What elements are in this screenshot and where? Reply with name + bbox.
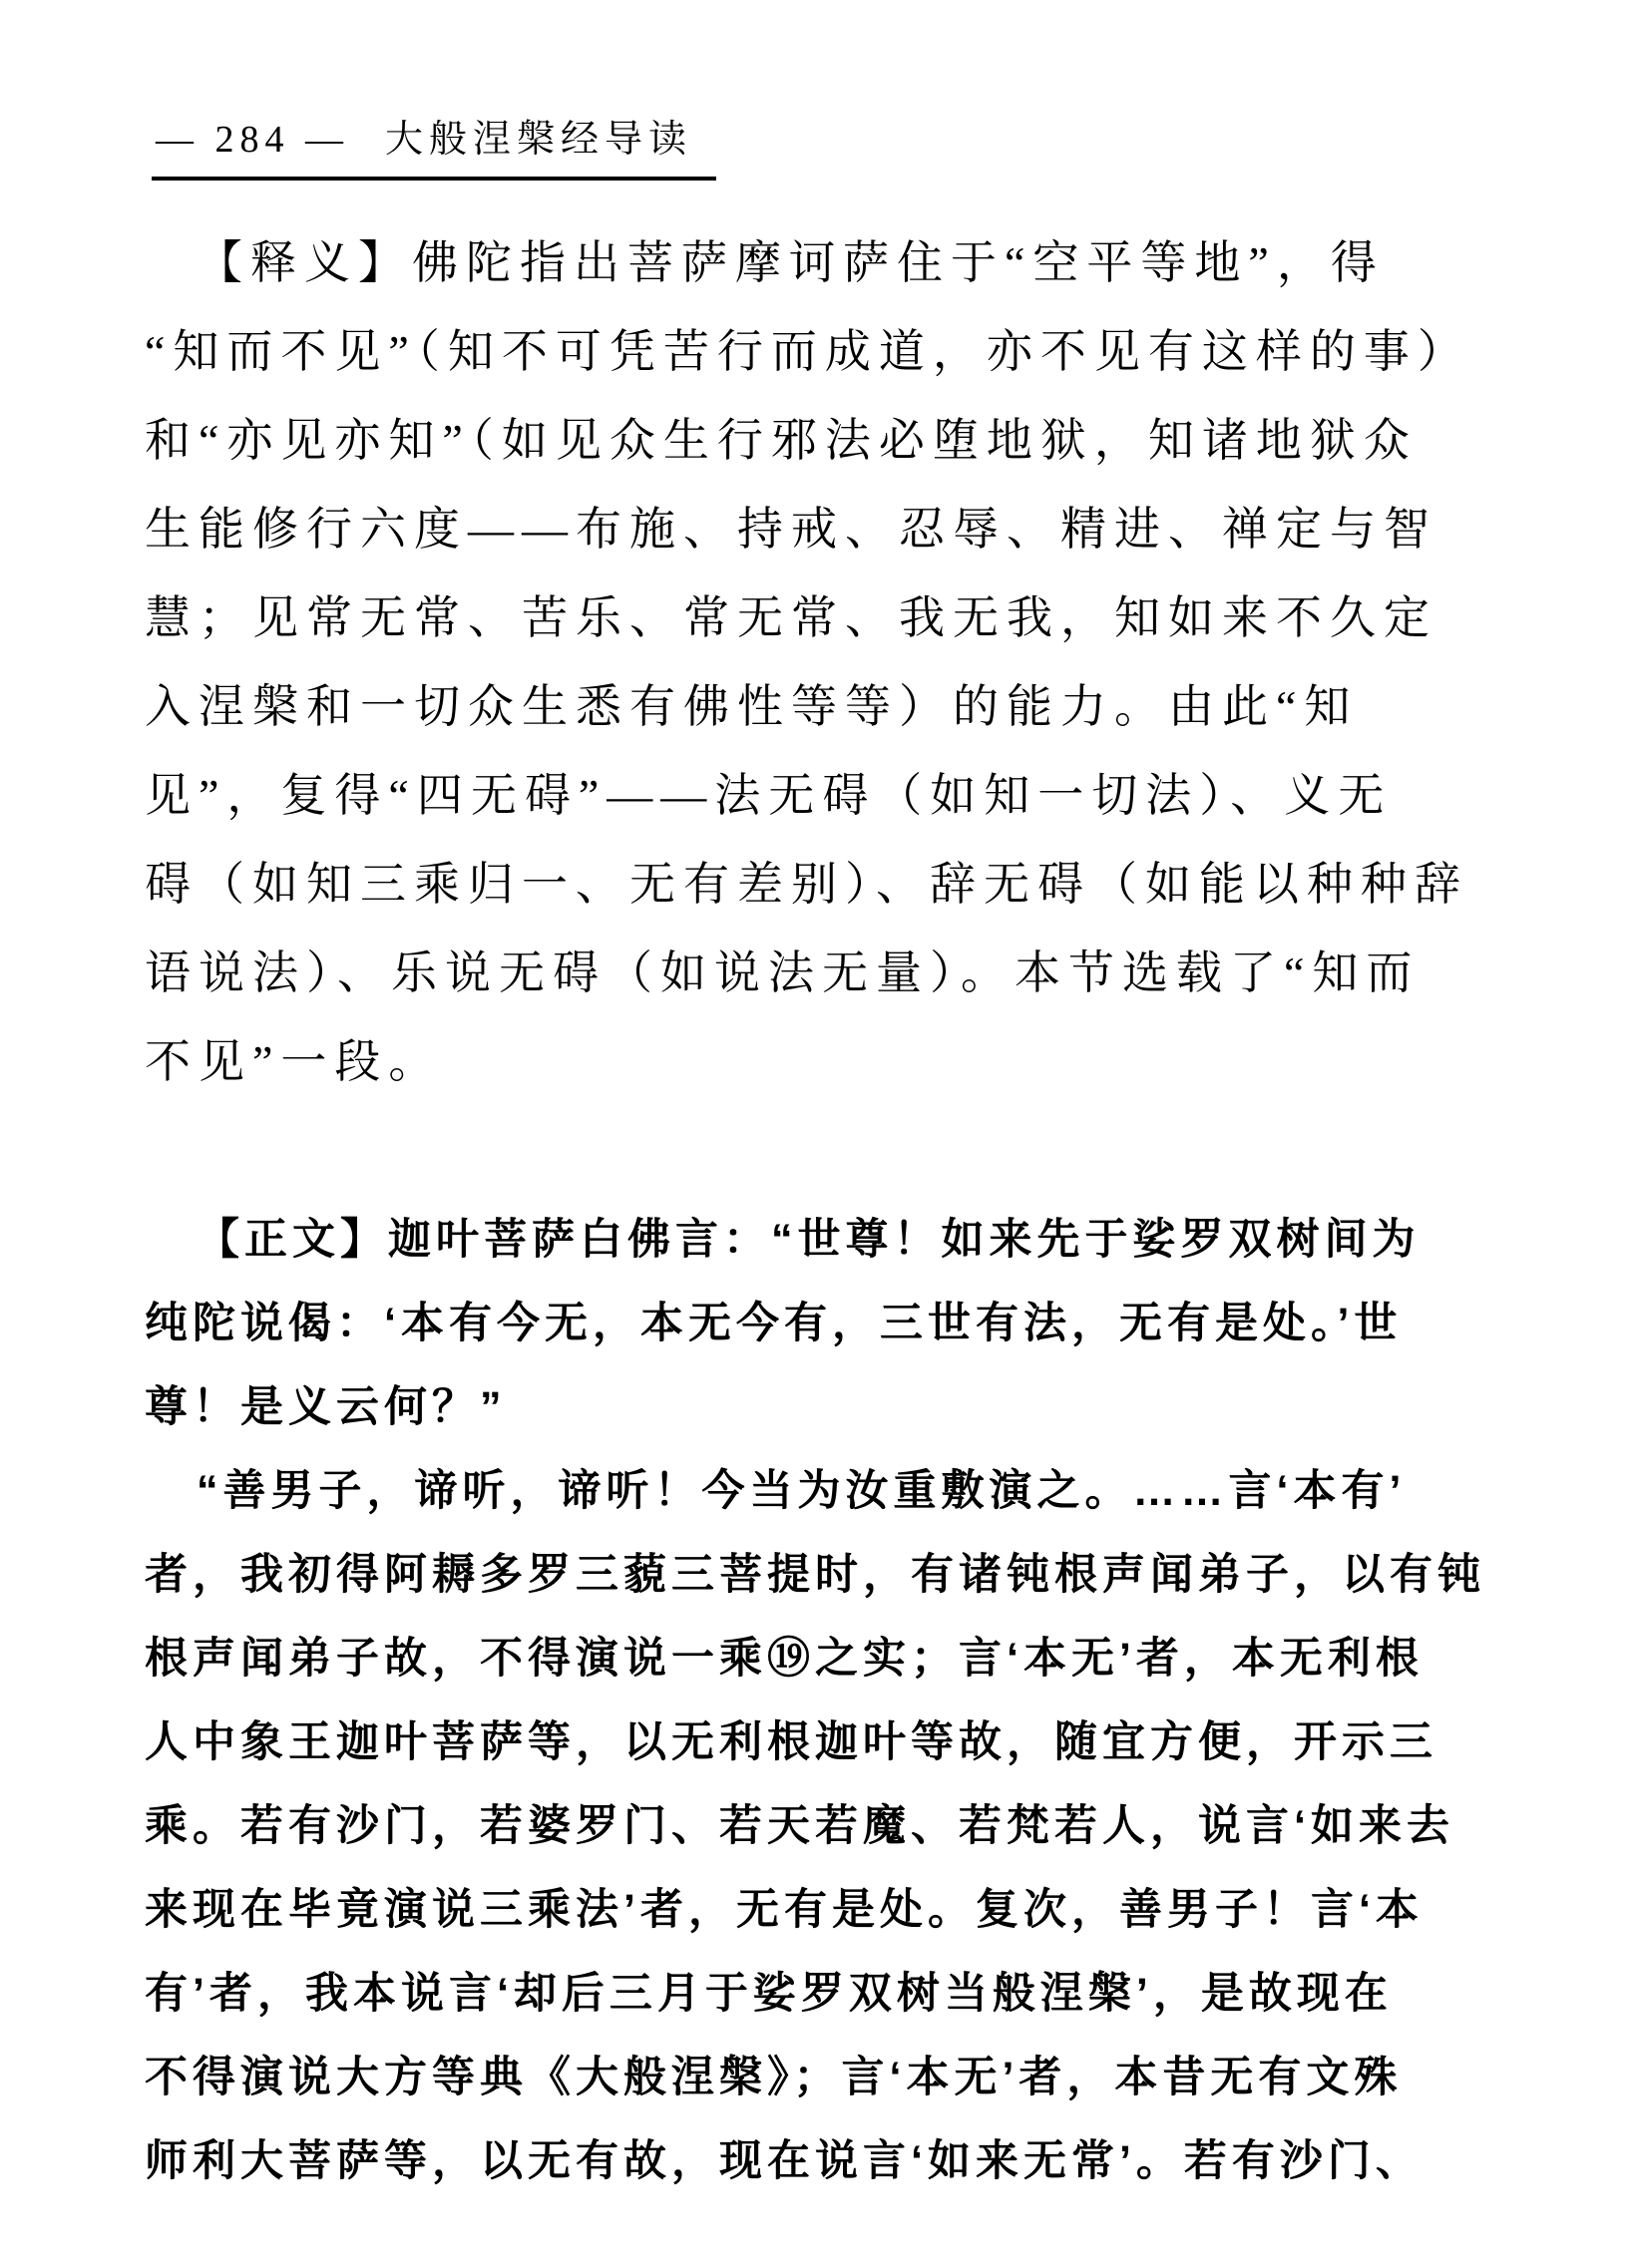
text-line: 【释义】佛陀指出菩萨摩诃萨住于“空平等地”，得	[197, 237, 1385, 288]
text-line: 【正文】迦叶菩萨白佛言：“世尊！如来先于娑罗双树间为	[197, 1216, 1421, 1264]
text-line: 来现在毕竟演说三乘法’者，无有是处。复次，善男子！言‘本	[145, 1886, 1424, 1934]
text-line: 不见”一段。	[145, 1036, 443, 1087]
text-line: 师利大菩萨等，以无有故，现在说言‘如来无常’。若有沙门、	[145, 2137, 1424, 2185]
page-number: — 284 —	[156, 119, 349, 161]
text-line: “善男子，谛听，谛听！今当为汝重敷演之。……言‘本有’	[197, 1467, 1407, 1515]
book-title: 大般涅槃经导读	[385, 119, 693, 161]
text-line: 碍（如知三乘归一、无有差别）、辞无碍（如能以种种辞	[145, 859, 1468, 910]
text-line: 尊！是义云何？”	[145, 1383, 507, 1431]
text-line: 生能修行六度——布施、持戒、忍辱、精进、禅定与智	[145, 504, 1437, 555]
section-shiyi-annotation	[145, 218, 1501, 1106]
section-zhengwen-paragraph-2	[145, 1449, 1501, 2203]
text-line: “知而不见”（知不可凭苦行而成道，亦不见有这样的事）	[145, 326, 1471, 377]
section-zhengwen-paragraph-1	[145, 1198, 1501, 1449]
text-line: 者，我初得阿耨多罗三藐三菩提时，有诸钝根声闻弟子，以有钝	[145, 1551, 1485, 1599]
text-line: 根声闻弟子故，不得演说一乘⑲之实；言‘本无’者，本无利根	[145, 1635, 1424, 1683]
text-line: 不得演说大方等典《大般涅槃》；言‘本无’者，本昔无有文殊	[145, 2054, 1403, 2101]
text-line: 见”，复得“四无碍”——法无碍（如知一切法）、义无	[145, 770, 1393, 821]
text-line: 慧；见常无常、苦乐、常无常、我无我，知如来不久定	[145, 592, 1437, 643]
page-header	[152, 108, 716, 181]
text-line: 人中象王迦叶菩萨等，以无利根迦叶等故，随宜方便，开示三	[145, 1718, 1437, 1766]
text-line: 有’者，我本说言‘却后三月于娑罗双树当般涅槃’，是故现在	[145, 1970, 1393, 2018]
text-line: 入涅槃和一切众生悉有佛性等等）的能力。由此“知	[145, 681, 1359, 732]
text-line: 纯陀说偈：‘本有今无，本无今有，三世有法，无有是处。’世	[145, 1300, 1403, 1347]
text-line: 和“亦见亦知”（如见众生行邪法必堕地狱，知诸地狱众	[145, 415, 1418, 466]
text-line: 语说法）、乐说无碍（如说法无量）。本节选载了“知而	[145, 947, 1421, 998]
text-line: 乘。若有沙门，若婆罗门、若天若魔、若梵若人，说言‘如来去	[145, 1802, 1454, 1850]
